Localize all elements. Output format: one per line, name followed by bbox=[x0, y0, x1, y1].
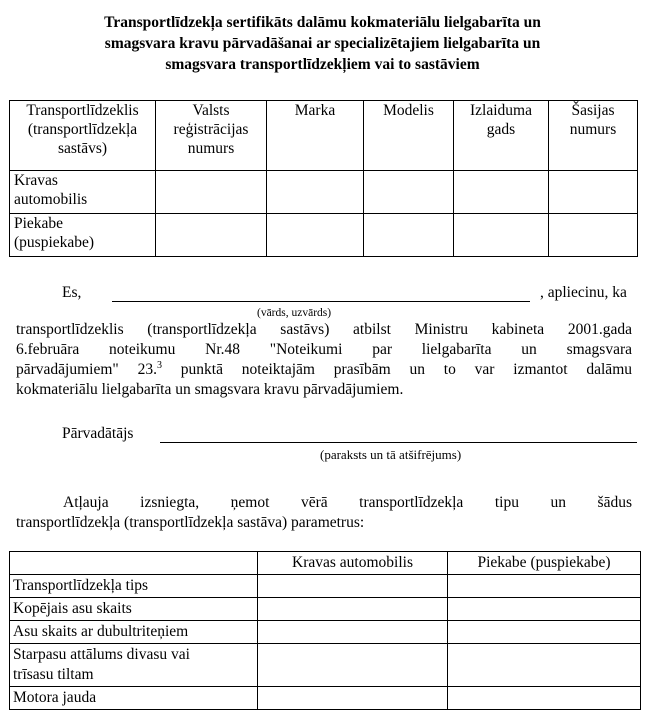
carrier-label: Pārvadātājs bbox=[62, 425, 134, 442]
cell-input[interactable] bbox=[258, 598, 448, 621]
cell-input[interactable] bbox=[448, 644, 641, 687]
name-field[interactable] bbox=[112, 301, 530, 302]
footnote-sup: 3 bbox=[156, 360, 162, 371]
cell-input[interactable] bbox=[549, 214, 638, 257]
signature-field[interactable] bbox=[160, 442, 637, 443]
permit-line: transportlīdzekļa (transportlīdzekļa sastāva) parametrus: bbox=[16, 514, 365, 531]
row-label: Motora jauda bbox=[10, 687, 258, 710]
apliecinu-label: , apliecinu, ka bbox=[540, 284, 627, 301]
parameters-header bbox=[10, 552, 641, 575]
cell-input[interactable] bbox=[549, 171, 638, 214]
table-row bbox=[10, 621, 641, 644]
header-registration-number: Valsts reģistrācijas numurs bbox=[156, 101, 267, 171]
table-row bbox=[10, 687, 641, 710]
cell-input[interactable] bbox=[448, 575, 641, 598]
header-year: Izlaiduma gads bbox=[454, 101, 549, 171]
row-label-trailer: Piekabe (puspiekabe) bbox=[10, 214, 156, 257]
table-row bbox=[10, 598, 641, 621]
cell-input[interactable] bbox=[364, 171, 454, 214]
declaration-line: 6.februāra noteikumu Nr.48 "Noteikumi par lielgabarīta un smagsvara bbox=[16, 341, 632, 358]
header-model: Modelis bbox=[364, 101, 454, 171]
document-title bbox=[0, 12, 645, 75]
cell-input[interactable] bbox=[258, 621, 448, 644]
table-row-truck bbox=[10, 171, 638, 214]
parameters-table bbox=[9, 551, 641, 710]
cell-input[interactable] bbox=[448, 687, 641, 710]
row-label: Asu skaits ar dubultriteņiem bbox=[10, 621, 258, 644]
cell-input[interactable] bbox=[454, 214, 549, 257]
header-chassis-number: Šasijas numurs bbox=[549, 101, 638, 171]
cell-input[interactable] bbox=[454, 171, 549, 214]
header-truck: Kravas automobilis bbox=[258, 552, 448, 575]
title-line-2: smagsvara kravu pārvadāšanai ar specializētajiem lielgabarīta un bbox=[104, 35, 541, 52]
declaration-name-line bbox=[16, 284, 632, 304]
title-line-1: Transportlīdzekļa sertifikāts dalāmu kokmateriālu lielgabarīta un bbox=[104, 14, 541, 31]
cell-input[interactable] bbox=[156, 214, 267, 257]
table-row bbox=[10, 575, 641, 598]
declaration-line: kokmateriālu lielgabarīta un smagsvara kravu pārvadājumiem. bbox=[16, 381, 404, 398]
cell-input[interactable] bbox=[448, 598, 641, 621]
declaration-line: pārvadājumiem" 23.$^3$ punktā noteiktajām prasībām un to var izmantot dalāmu bbox=[16, 360, 632, 378]
title-line-3: smagsvara transportlīdzekļiem vai to sastāviem bbox=[165, 56, 480, 73]
header-empty bbox=[10, 552, 258, 575]
vehicle-table bbox=[9, 100, 638, 257]
cell-input[interactable] bbox=[448, 621, 641, 644]
header-make: Marka bbox=[267, 101, 364, 171]
cell-input[interactable] bbox=[364, 214, 454, 257]
row-label: Kopējais asu skaits bbox=[10, 598, 258, 621]
header-vehicle: Transportlīdzeklis (transportlīdzekļa sastāvs) bbox=[10, 101, 156, 171]
cell-input[interactable] bbox=[267, 171, 364, 214]
row-label-truck: Kravas automobilis bbox=[10, 171, 156, 214]
row-label: Transportlīdzekļa tips bbox=[10, 575, 258, 598]
cell-input[interactable] bbox=[156, 171, 267, 214]
permit-text bbox=[16, 493, 632, 533]
cell-input[interactable] bbox=[258, 575, 448, 598]
signature-hint: (paraksts un tā atšifrējums) bbox=[320, 447, 462, 462]
vehicle-table-header bbox=[10, 101, 638, 171]
cell-input[interactable] bbox=[258, 687, 448, 710]
carrier-line bbox=[16, 425, 636, 445]
es-label: Es, bbox=[62, 284, 82, 301]
header-trailer: Piekabe (puspiekabe) bbox=[448, 552, 641, 575]
table-row bbox=[10, 644, 641, 687]
row-label: Starpasu attālums divasu vai trīsasu tiltam bbox=[10, 644, 258, 687]
table-row-trailer bbox=[10, 214, 638, 257]
permit-line: Atļauja izsniegta, ņemot vērā transportlīdzekļa tipu un šādus bbox=[63, 494, 632, 511]
declaration-line: transportlīdzeklis (transportlīdzekļa sastāvs) atbilst Ministru kabineta 2001.gada bbox=[16, 321, 632, 338]
declaration-text bbox=[16, 320, 632, 400]
cell-input[interactable] bbox=[258, 644, 448, 687]
cell-input[interactable] bbox=[267, 214, 364, 257]
name-hint: (vārds, uzvārds) bbox=[257, 307, 332, 319]
